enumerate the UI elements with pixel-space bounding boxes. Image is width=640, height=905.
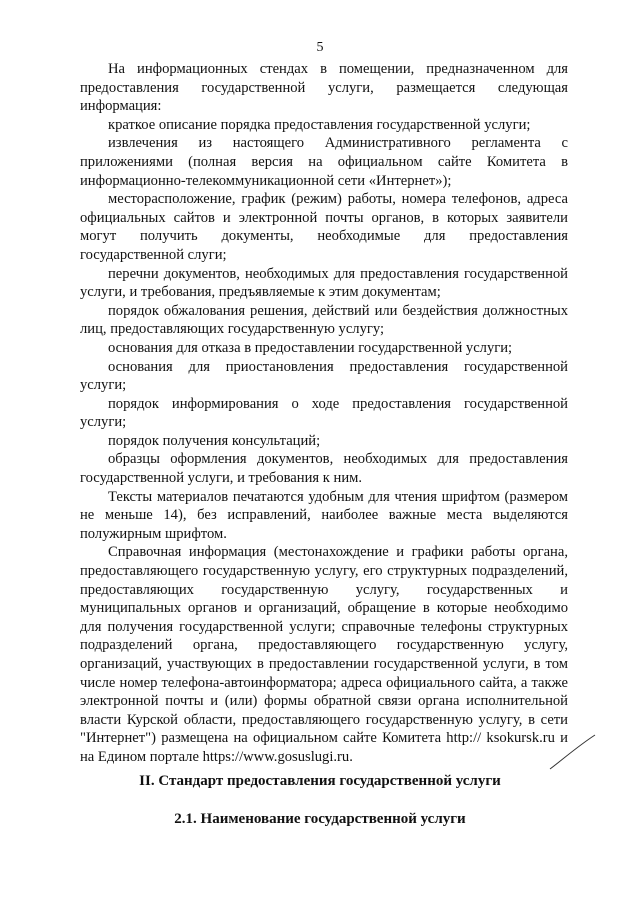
paragraph-reference-info: Справочная информация (местонахождение и графики работы органа, предоставляющего государственную услугу, его структурных подразделений, предоставляющих государственную услугу, государственных и муниципальных органов и организаций, обращение в которые необходимо для получения государственной услуги; справочные телефоны структурных подразделений органа, предоставляющего государственную услугу, организаций, участвующих в предоставлении государственной услуги, в том числе номер телефона-автоинформатора; адреса официального сайта, а также электронной почты и (или) формы обратной связи органа исполнительной власти Курской области, предоставляющего государственную услугу, в сети "Интернет") размещена на официальном сайте Комитета http:// ksokursk.ru и на Едином портале https://www.gosuslugi.ru.: [80, 544, 568, 765]
paragraph-list-item: основания для приостановления предоставления государственной услуги;: [80, 358, 568, 394]
paragraph-list-item: порядок информирования о ходе предоставления государственной услуги;: [80, 395, 568, 431]
paragraph-intro: На информационных стендах в помещении, предназначенном для предоставления государственной услуги, размещается следующая информация:: [80, 61, 568, 115]
body-text: [80, 60, 568, 767]
subsection-heading: 2.1. Наименование государственной услуги: [174, 811, 466, 827]
paragraph-list-item: извлечения из настоящего Административного регламента с приложениями (полная версия на официальном сайте Комитета в информационно-телекоммуникационной сети «Интернет»);: [80, 135, 568, 189]
paragraph-list-item: порядок получения консультаций;: [108, 432, 321, 449]
pen-stroke-mark: [548, 732, 598, 772]
section-heading: II. Стандарт предоставления государственной услуги: [139, 773, 501, 789]
paragraph-list-item: месторасположение, график (режим) работы, номера телефонов, адреса официальных сайтов и электронной почты органов, в которых заявители могут получить документы, необходимые для предоставления государственной слуги;: [80, 191, 568, 263]
paragraph-list-item: порядок обжалования решения, действий или бездействия должностных лиц, предоставляющих государственную услугу;: [80, 302, 568, 338]
paragraph-list-item: образцы оформления документов, необходимых для предоставления государственной услуги, и требования к ним.: [80, 451, 568, 487]
page-number: 5: [316, 40, 324, 55]
paragraph-font-requirements: Тексты материалов печатаются удобным для чтения шрифтом (размером не меньше 14), без исправлений, наиболее важные места выделяются полужирным шрифтом.: [80, 488, 568, 542]
paragraph-list-item: перечни документов, необходимых для предоставления государственной услуги, и требования, предъявляемые к этим документам;: [80, 265, 568, 301]
paragraph-list-item: основания для отказа в предоставлении государственной услуги;: [108, 339, 513, 356]
paragraph-list-item: краткое описание порядка предоставления государственной услуги;: [108, 116, 531, 133]
